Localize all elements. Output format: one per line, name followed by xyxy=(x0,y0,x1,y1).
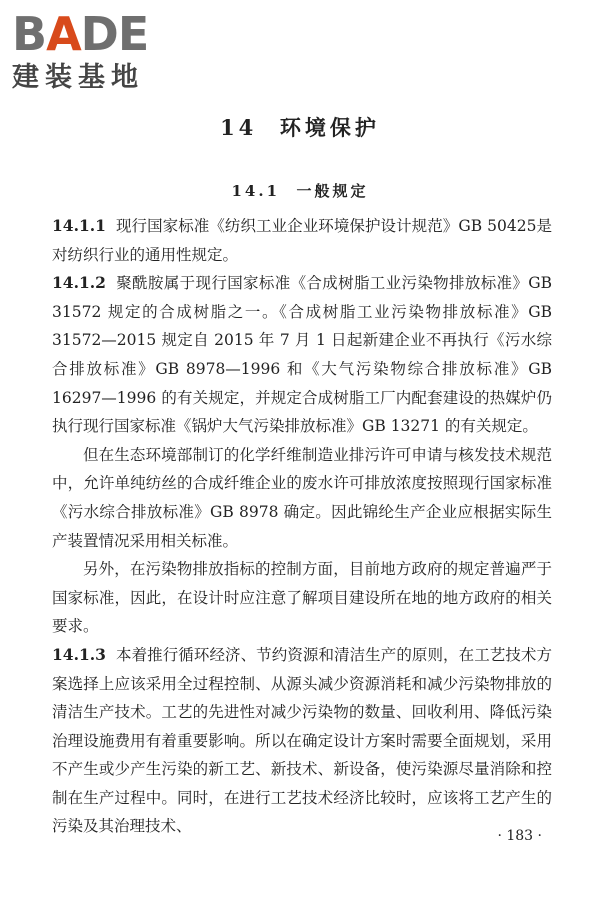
section-title: 14.1 一般规定 xyxy=(231,182,369,200)
chapter-title: 14 环境保护 xyxy=(220,115,380,140)
paragraph: 另外，在污染物排放指标的控制方面，目前地方政府的规定普遍严于国家标准，因此，在设计时应注意了解项目建设所在地的地方政府的相关要求。 xyxy=(52,560,552,636)
clause-14-1-3 xyxy=(52,641,552,841)
logo-subtitle: 建装基地 xyxy=(12,62,144,93)
clause-14-1-2 xyxy=(52,269,552,441)
clause-text: 本着推行循环经济、节约资源和清洁生产的原则，在工艺技术方案选择上应该采用全过程控制、从源头减少资源消耗和减少污染物排放的清洁生产技术。工艺的先进性对减少污染物的数量、回收利用、降低污染治理设施费用有着重要影响。所以在确定设计方案时需要全面规划，采用不产生或少产生污染的新工艺、新技术、新设备，使污染源尽量消除和控制在生产过程中。同时，在进行工艺技术经济比较时，应该将工艺产生的污染及其治理技术、 xyxy=(52,645,552,836)
logo-letters-de: DE xyxy=(80,7,149,61)
logo xyxy=(12,8,177,94)
logo-wordmark xyxy=(12,8,177,60)
document-body xyxy=(52,212,552,841)
clause-14-1-1 xyxy=(52,212,552,269)
clause-number: 14.1.3 xyxy=(52,644,106,664)
clause-number: 14.1.2 xyxy=(52,273,106,293)
paragraph: 但在生态环境部制订的化学纤维制造业排污许可申请与核发技术规范中，允许单纯纺丝的合成纤维企业的废水许可排放浓度按照现行国家标准《污水综合排放标准》GB 8978 确定。因此锦纶生产企业应根据实际生产装置情况采用相关标准。 xyxy=(52,445,552,550)
clause-text: 聚酰胺属于现行国家标准《合成树脂工业污染物排放标准》GB 31572 规定的合成树脂之一。《合成树脂工业污染物排放标准》GB 31572—2015 规定自 2015 年 7 月 1 日起新建企业不再执行《污水综合排放标准》GB 8978—1996 和《大气污染物综合排放标准》GB 16297—1996 的有关规定，并规定合成树脂工厂内配套建设的热媒炉仍执行现行国家标准《锅炉大气污染排放标准》GB 13271 的有关规定。 xyxy=(52,274,552,436)
page-number: · 183 · xyxy=(497,828,542,844)
logo-letter-a: A xyxy=(46,7,81,61)
clause-text: 现行国家标准《纺织工业企业环境保护设计规范》GB 50425是对纺织行业的通用性规定。 xyxy=(52,217,552,264)
clause-number: 14.1.1 xyxy=(52,216,106,235)
logo-letter-b: B xyxy=(12,7,47,61)
